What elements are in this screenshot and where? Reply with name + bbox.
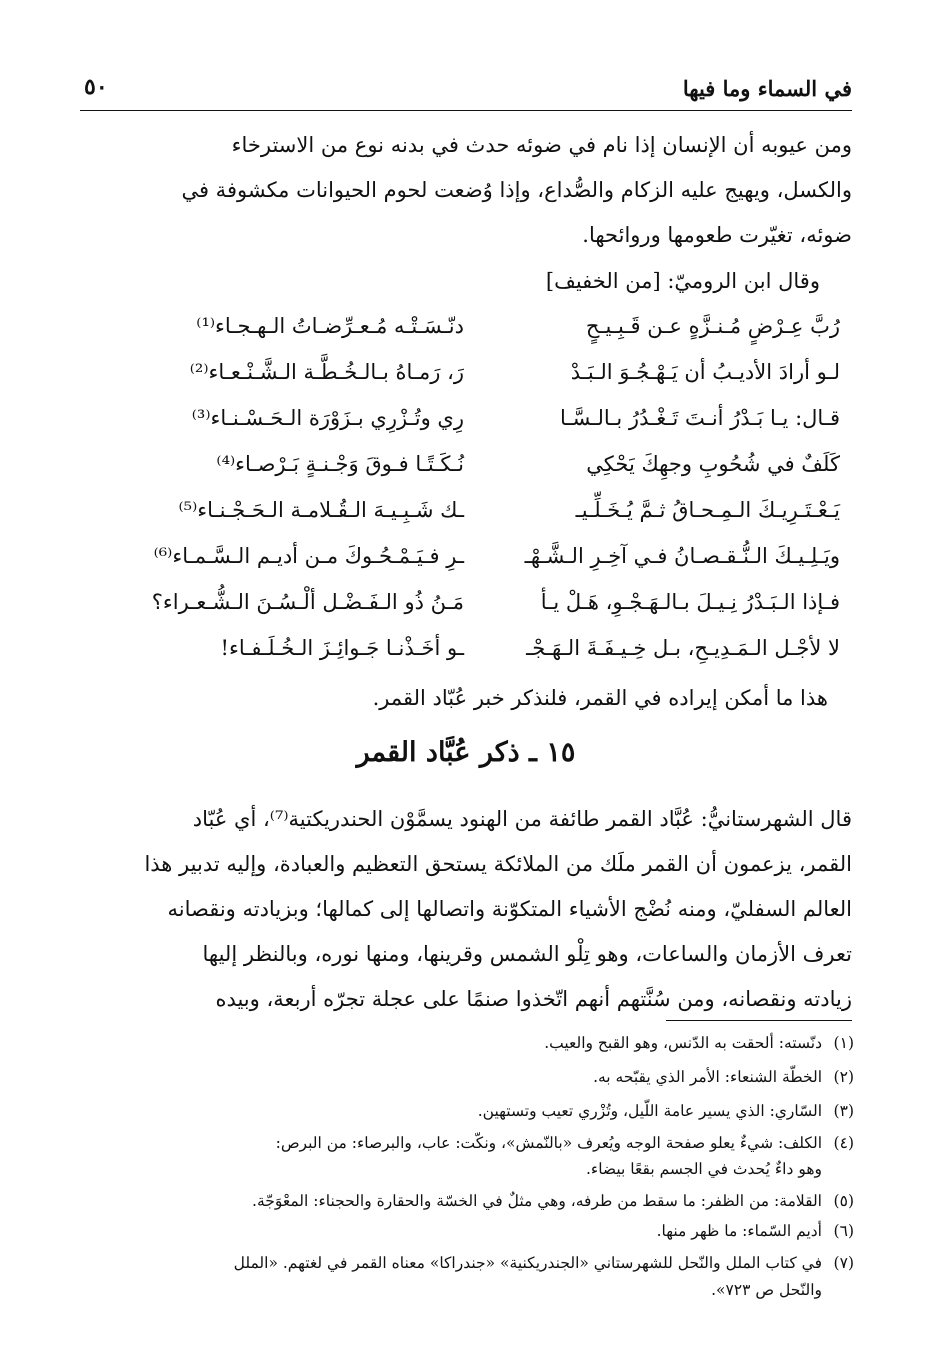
footnote-text: أديم السّماء: ما ظهر منها. (656, 1222, 822, 1240)
body-line: العالم السفليّ، ومنه نُضْج الأشياء المتكوّنة واتصالها إلى كمالها؛ وبزيادته ونقصانه (167, 897, 852, 921)
footnote-number: (٥) (833, 1192, 854, 1210)
running-title: في السماء وما فيها (682, 76, 852, 101)
footnote-number: (٤) (833, 1134, 854, 1152)
verse-first-hemistich: لا لأجْـل الـمَـدِيـحِ، بـل خِـيـفَـةَ الـهَـجْـ (526, 636, 840, 660)
footnote-text: القلامة: من الظفر: ما سقط من طرفه، وهي مثلٌ في الخسّة والحقارة والحجناء: المعْوَجّة. (252, 1192, 822, 1210)
verse-second-hemistich: ـرِ فـيَـمْـحُـوكَ مـن أديـم الـسَّـمـاء⁽⁶⁾ (153, 544, 464, 568)
verse-line (0, 398, 940, 438)
footnote-number: (٦) (833, 1222, 854, 1240)
footnote-text: الكلف: شيءٌ يعلو صفحة الوجه ويُعرف «بالنّمش»، ونكّت: عاب، والبرصاء: من البرص: (275, 1134, 822, 1152)
footnote-text: دنّسته: ألحقت به الدّنس، وهو القبح والعيب. (544, 1034, 822, 1052)
verse-second-hemistich: دنّـسَـتْـه مُـعـرِّضـاتُ الـهـجـاء⁽¹⁾ (196, 314, 464, 338)
footnote-text: في كتاب الملل والنّحل للشهرستاني «الجندريكنية» «جندراكا» معناه القمر في لغتهم. «الملل (233, 1254, 822, 1272)
verse-line (0, 444, 940, 484)
verse-line (0, 582, 940, 622)
footnote (94, 1218, 854, 1244)
body-line: والكسل، ويهيج عليه الزكام والصُّداع، وإذا وُضعت لحوم الحيوانات مكشوفة في (181, 178, 852, 202)
verse-line (0, 490, 940, 530)
footnote-separator (666, 1020, 852, 1021)
verse-line (0, 306, 940, 346)
footnote-number: (٢) (833, 1068, 854, 1086)
verse-second-hemistich: نُـكَـتًـا فـوقَ وَجْـنـةٍ بَـرْصـاء⁽⁴⁾ (216, 452, 464, 476)
verse-first-hemistich: رُبَّ عِـرْضٍ مُـنـزَّهٍ عـن قَـبِـيـحٍ (585, 314, 840, 338)
footnote (94, 1188, 854, 1214)
body-line: ضوئه، تغيّرت طعومها وروائحها. (582, 223, 852, 247)
verse-second-hemistich: ـك شَـبِـيـهَ الـقُـلامـة الـحَـجْـنـاء⁽⁵⁾ (178, 498, 464, 522)
page-number: ٥٠ (84, 74, 108, 100)
body-line: ومن عيوبه أن الإنسان إذا نام في ضوئه حدث في بدنه نوع من الاسترخاء (231, 133, 852, 157)
footnote-number: (٧) (833, 1254, 854, 1272)
body-line: تعرف الأزمان والساعات، وهو تِلْو الشمس وقرينها، ومنها نوره، وبالنظر إليها (202, 942, 852, 966)
verse-line (0, 352, 940, 392)
verse-second-hemistich: رَ، رَمـاهُ بـالـخُـطَّـة الـشَّـنْـعـاء⁽²⁾ (189, 360, 464, 384)
verse-first-hemistich: ويَـلِـيـكَ الـنُّـقـصـانُ فـي آخِـرِ الـشَّـهْـ (524, 544, 840, 568)
verse-line (0, 628, 940, 668)
verse-first-hemistich: قـال: يـا بَـدْرُ أنـتَ تَـغْـدُرُ بـالـسَّـا (560, 406, 840, 430)
footnote-number: (١) (833, 1034, 854, 1052)
footnote-number: (٣) (833, 1102, 854, 1120)
body-line: القمر، يزعمون أن القمر ملَك من الملائكة يستحق التعظيم والعبادة، وإليه تدبير هذا (144, 852, 852, 876)
footnote (94, 1098, 854, 1124)
body-line: زيادته ونقصانه، ومن سُنَّتهم أنهم اتّخذوا صنمًا على عجلة تجرّه أربعة، وبيده (215, 987, 852, 1011)
footnote (94, 1064, 854, 1090)
poem-intro: وقال ابن الروميّ: [من الخفيف] (545, 269, 820, 293)
section-heading: ١٥ ـ ذكر عُبَّاد القمر (356, 737, 576, 768)
footnote (94, 1030, 854, 1056)
verse-line (0, 536, 940, 576)
body-line: قال الشهرستانيُّ: عُبَّاد القمر طائفة من الهنود يسمَّوْن الحندريكتية⁽⁷⁾، أي عُبّاد (192, 807, 852, 831)
footnote-text: السّاري: الذي يسير عامة اللّيل، وتُزْري تعيب وتستهين. (477, 1102, 822, 1120)
verse-second-hemistich: ـو أخَـذْنـا جَـوائِـزَ الـخُـلَـفـاء! (220, 636, 464, 660)
verse-second-hemistich: رِي وتُـزْرِي بـزَوْرَة الـحَـسْـنـاء⁽³⁾ (191, 406, 464, 430)
verse-second-hemistich: مَـنُ ذُو الـفَـضْـل ألْـسُـنَ الـشُّـعـراء؟ (151, 590, 464, 614)
verse-first-hemistich: كَلَفٌ في شُحُوبِ وجهِكَ يَحْكِي (586, 452, 840, 476)
after-poem-line: هذا ما أمكن إيراده في القمر، فلنذكر خبر عُبّاد القمر. (372, 686, 828, 710)
footnote-continuation: والنّحل ص ٧٢٣». (711, 1281, 822, 1299)
footnote-continuation: وهو داءٌ يُحدث في الجسم بقعًا بيضاء. (585, 1160, 822, 1178)
page-header (80, 68, 852, 111)
footnote (94, 1130, 854, 1156)
verse-first-hemistich: فـإذا الـبَـدْرُ نِـيـلَ بـالـهَـجْـوِ، هَـلْ يـأ (540, 590, 840, 614)
verse-first-hemistich: يَـعْـتَـرِيـكَ الـمِـحـاقُ ثـمَّ يُـخَـلِّـيـ (575, 498, 840, 522)
footnote-text: الخطّة الشنعاء: الأمر الذي يقبّحه به. (593, 1068, 822, 1086)
verse-first-hemistich: لـو أرادَ الأديـبُ أن يَـهْـجُـوَ الـبَـدْ (570, 360, 840, 384)
footnote (94, 1250, 854, 1276)
